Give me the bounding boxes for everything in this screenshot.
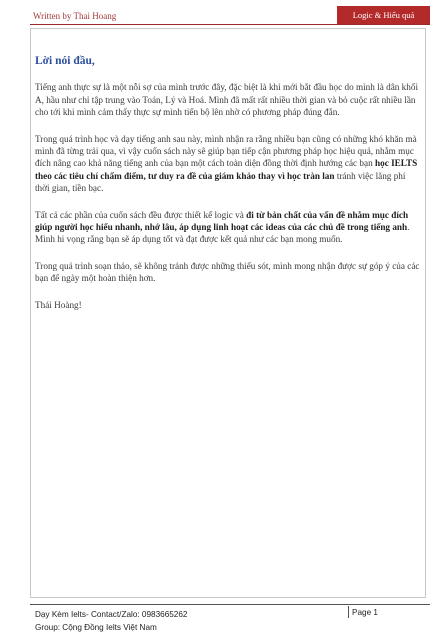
footer-group-line: Group: Cộng Đồng Ielts Việt Nam — [35, 623, 157, 632]
page-number: Page 1 — [352, 608, 378, 617]
footer-contact — [35, 608, 187, 634]
paragraph-2-text-c: tránh việc lãng phí thời gian, tiền bạc. — [35, 170, 406, 194]
footer-contact-line: Dạy Kèm Ielts- Contact/Zalo: 0983665262 — [35, 610, 188, 619]
paragraph-3-text-a: Tất cả các phần của cuốn sách đều được thiết kế logic và — [35, 209, 247, 220]
signature: Thái Hoàng! — [35, 299, 82, 310]
footer-divider — [30, 604, 430, 605]
paragraph-2-bold: học IELTS theo các tiêu chí chấm điểm, tư duy ra đề của giám khảo thay vì học tràn lan — [35, 158, 418, 181]
footer-separator — [348, 606, 349, 618]
paragraph-3-text-c: . Mình hi vọng rằng bạn sẽ áp dụng tốt và đạt được kết quả như các bạn mong muốn. — [35, 222, 410, 245]
document-body — [35, 55, 420, 325]
header-author: Written by Thai Hoang — [33, 11, 117, 21]
header-divider — [30, 24, 430, 25]
header-tagline-badge: Logic & Hiểu quả — [337, 6, 430, 24]
paragraph-1: Tiếng anh thực sự là một nỗi sợ của mình trước đây, đặc biệt là khi mới bắt đầu học do mình là dân khối A, hầu như chỉ tập trung vào Toán, Lý và Hoá. Mình đã mất rất nhiều thời gian và bỏ cuộc rất nhiều lần cho tới khi mình cảm thấy thực sự mình tiến bộ lên nhờ có phương pháp đúng đắn. — [35, 82, 418, 118]
paragraph-3 — [35, 209, 420, 246]
paragraph-3-bold: đi từ bản chất của vấn đề nhằm mục đích giúp người học hiểu nhanh, nhớ lâu, áp dụng linh hoạt các ideas của các chủ đề trong tiếng anh — [35, 209, 409, 233]
paragraph-2 — [35, 133, 420, 195]
paragraph-4: Trong quá trình soạn thảo, sẽ không tránh được những thiếu sót, mình mong nhận được sự góp ý của các bạn để ngày một hoàn thiện hơn. — [35, 260, 420, 284]
document-title: Lời nói đầu, — [35, 55, 95, 67]
paragraph-2-text-a: Trong quá trình học và dạy tiếng anh sau này, mình nhận ra rằng nhiều bạn cũng có những khó khăn mà mình đã từng trải qua, vì vậy cuốn sách này sẽ giúp bạn tiếp cận phương pháp học hiệu quả, nhằm mục đích nâng cao khả năng tiếng anh của bạn một cách toàn diện đồng thời định hướng các bạn — [35, 133, 417, 169]
